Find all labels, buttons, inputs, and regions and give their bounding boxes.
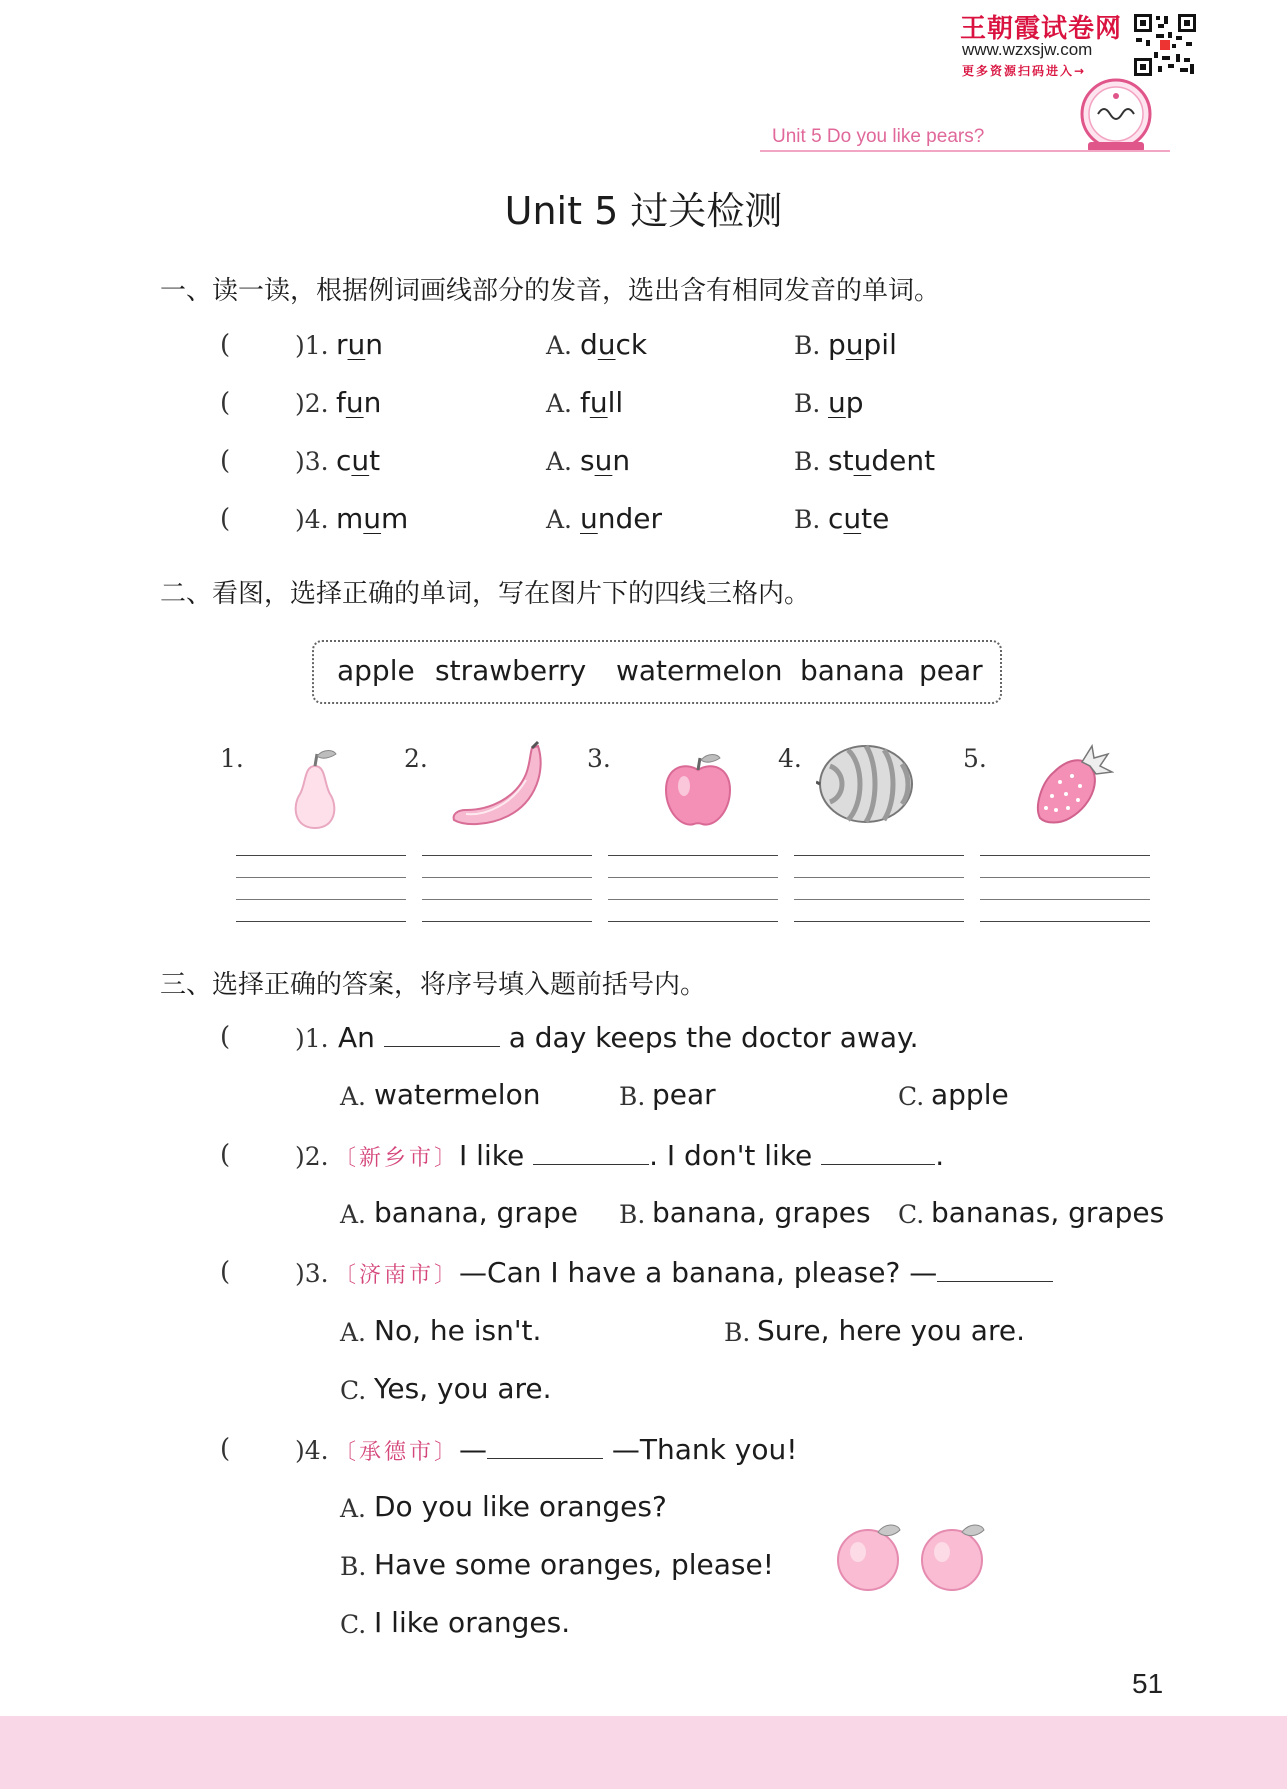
option-b-word: up [828, 386, 864, 419]
apple-icon [660, 752, 736, 830]
option-b-label: B. [794, 389, 821, 418]
option-c-label: C. [340, 1376, 367, 1405]
answer-paren[interactable]: ( [220, 1257, 231, 1287]
option-b-label: B. [724, 1318, 751, 1347]
answer-paren[interactable]: ( [220, 330, 231, 360]
word-bank-banana: banana [800, 654, 905, 687]
banana-icon [446, 740, 550, 828]
picture-number: 1. [220, 744, 244, 773]
pear-icon [282, 746, 348, 832]
answer-paren[interactable]: ( [220, 1434, 231, 1464]
option-a-label: A. [340, 1318, 367, 1347]
option-a-word: under [580, 502, 663, 535]
question-number: )4. [295, 1436, 329, 1465]
example-word: fun [336, 386, 382, 419]
question-number: )2. [295, 1142, 329, 1171]
example-word: run [336, 328, 384, 361]
option-a-word: sun [580, 444, 631, 477]
option-a-label: A. [546, 331, 573, 360]
answer-paren[interactable]: ( [220, 446, 231, 476]
writing-lines-2[interactable] [422, 855, 592, 925]
option-a-label: A. [546, 389, 573, 418]
option-b-word: student [828, 444, 936, 477]
answer-blank[interactable] [821, 1138, 935, 1165]
option-c-text: apple [931, 1078, 1009, 1111]
option-a-text: banana, grape [374, 1196, 578, 1229]
question-number: )3. [295, 1259, 329, 1288]
option-a-text: watermelon [374, 1078, 541, 1111]
writing-lines-3[interactable] [608, 855, 778, 925]
item-number: )3. [295, 447, 329, 476]
option-a-text: No, he isn't. [374, 1314, 542, 1347]
question-text: 〔济南市〕—Can I have a banana, please? — [334, 1255, 1053, 1289]
question-text: 〔新乡市〕I like . I don't like . [334, 1139, 945, 1172]
picture-number: 3. [587, 744, 611, 773]
word-bank-strawberry: strawberry [435, 654, 587, 687]
option-a-label: A. [340, 1494, 367, 1523]
option-c-label: C. [340, 1610, 367, 1639]
item-number: )2. [295, 389, 329, 418]
option-b-label: B. [794, 331, 821, 360]
word-bank-watermelon: watermelon [616, 654, 783, 687]
option-b-text: Have some oranges, please! [374, 1548, 774, 1581]
section1-heading: 一、读一读，根据例词画线部分的发音，选出含有相同发音的单词。 [160, 276, 941, 306]
option-c-text: I like oranges. [374, 1606, 571, 1639]
answer-paren[interactable]: ( [220, 1140, 231, 1170]
picture-number: 2. [404, 744, 428, 773]
option-a-label: A. [340, 1200, 367, 1229]
option-a-word: duck [580, 328, 648, 361]
item-number: )1. [295, 331, 329, 360]
example-word: cut [336, 444, 381, 477]
option-b-label: B. [794, 505, 821, 534]
strawberry-icon [1030, 742, 1114, 826]
brand-name: 王朝霞试卷网 [960, 14, 1123, 44]
option-a-label: A. [546, 447, 573, 476]
writing-lines-4[interactable] [794, 855, 964, 925]
section2-heading: 二、看图，选择正确的单词，写在图片下的四线三格内。 [160, 579, 811, 609]
option-a-label: A. [546, 505, 573, 534]
footer-band [0, 1716, 1287, 1789]
option-b-word: pupil [828, 328, 897, 361]
page-number: 51 [1132, 1668, 1164, 1699]
option-b-text: banana, grapes [652, 1196, 871, 1229]
option-c-label: C. [898, 1200, 925, 1229]
example-word: mum [336, 502, 409, 535]
option-c-text: Yes, you are. [374, 1372, 552, 1405]
brand-url[interactable]: www.wzxsjw.com [962, 40, 1093, 59]
option-b-label: B. [619, 1082, 646, 1111]
page-title: Unit 5 过关检测 [504, 189, 783, 233]
word-bank-apple: apple [337, 654, 415, 687]
option-b-text: Sure, here you are. [757, 1314, 1025, 1347]
item-number: )4. [295, 505, 329, 534]
writing-lines-1[interactable] [236, 855, 406, 925]
writing-lines-5[interactable] [980, 855, 1150, 925]
answer-blank[interactable] [533, 1138, 649, 1165]
answer-paren[interactable]: ( [220, 504, 231, 534]
picture-number: 4. [778, 744, 802, 773]
watermelon-icon [816, 742, 916, 826]
option-b-label: B. [340, 1552, 367, 1581]
brand-scan-hint: 更多资源扫码进入→ [962, 64, 1087, 78]
picture-number: 5. [963, 744, 987, 773]
option-b-text: pear [652, 1078, 716, 1111]
option-a-word: full [580, 386, 624, 419]
running-head-rule [760, 150, 1170, 152]
option-b-label: B. [619, 1200, 646, 1229]
question-number: )1. [295, 1024, 329, 1053]
answer-blank[interactable] [384, 1020, 500, 1047]
option-c-label: C. [898, 1082, 925, 1111]
qr-code-icon[interactable] [1132, 12, 1198, 78]
brand-seal-icon [1074, 76, 1158, 156]
option-c-text: bananas, grapes [931, 1196, 1165, 1229]
region-tag: 〔济南市〕 [334, 1263, 460, 1288]
answer-blank[interactable] [937, 1255, 1053, 1282]
region-tag: 〔新乡市〕 [334, 1146, 460, 1171]
oranges-icon [834, 1518, 996, 1592]
answer-blank[interactable] [487, 1432, 603, 1459]
option-a-text: Do you like oranges? [374, 1490, 667, 1523]
answer-paren[interactable]: ( [220, 1022, 231, 1052]
option-b-word: cute [828, 502, 890, 535]
section3-heading: 三、选择正确的答案，将序号填入题前括号内。 [160, 970, 707, 1000]
option-b-label: B. [794, 447, 821, 476]
running-head: Unit 5 Do you like pears? [772, 126, 985, 147]
region-tag: 〔承德市〕 [334, 1440, 460, 1465]
question-text: An a day keeps the doctor away. [338, 1021, 919, 1054]
option-a-label: A. [340, 1082, 367, 1111]
question-text: 〔承德市〕— —Thank you! [334, 1433, 798, 1466]
word-bank-pear: pear [919, 654, 983, 687]
answer-paren[interactable]: ( [220, 388, 231, 418]
